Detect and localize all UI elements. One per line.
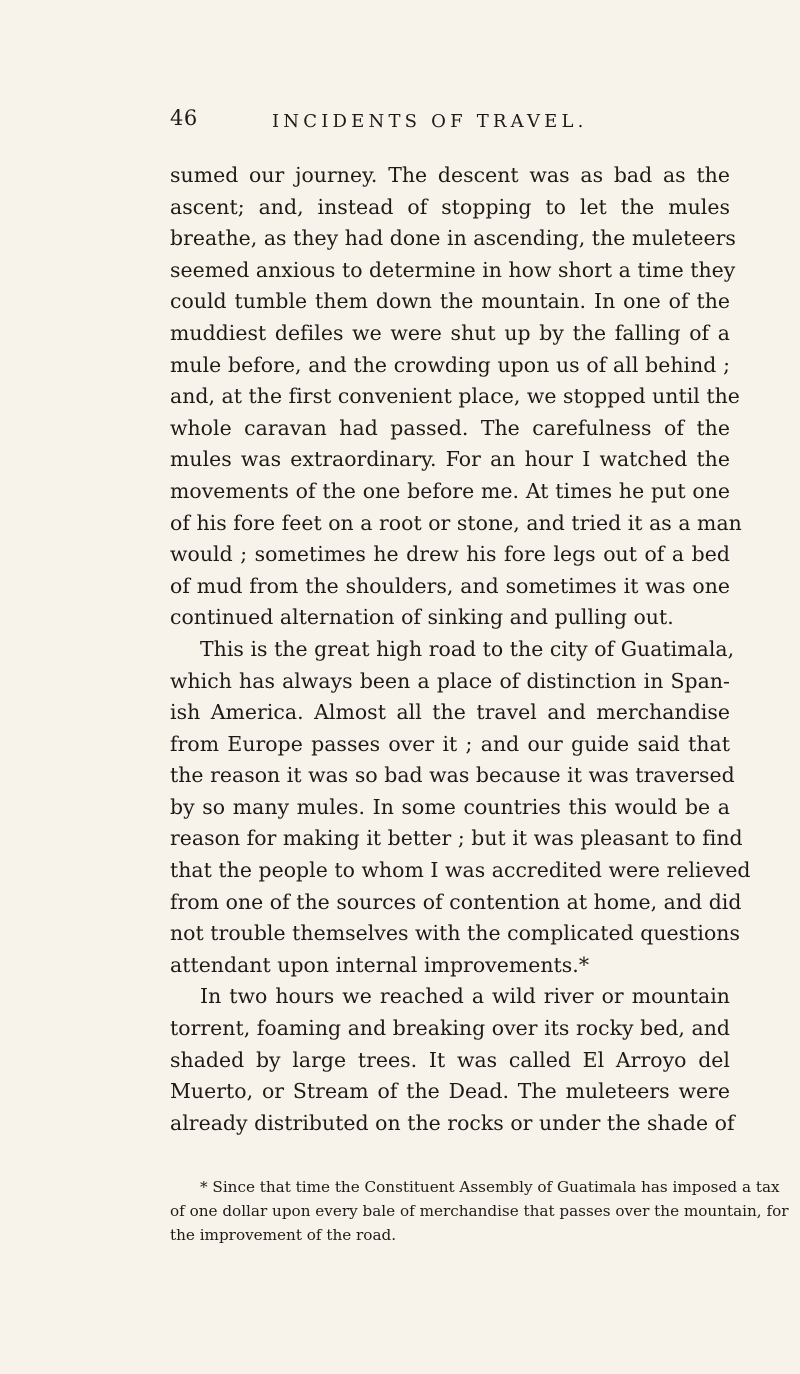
paragraph-start-line: This is the great high road to the city of Guatimala, <box>200 636 735 661</box>
text-line: not trouble themselves with the complicated questions <box>170 921 740 946</box>
text-line: torrent, foaming and breaking over its rocky bed, and <box>170 1016 730 1041</box>
footnote-line: of one dollar upon every bale of merchandise that passes over the mountain, for <box>170 1202 789 1220</box>
footnote <box>170 1175 789 1247</box>
text-line: sumed our journey. The descent was as bad as the <box>170 163 730 187</box>
text-line: mules was extraordinary. For an hour I watched the <box>170 447 730 472</box>
text-line: would ; sometimes he drew his fore legs out of a bed <box>170 542 730 567</box>
main-text <box>170 160 751 1139</box>
text-line: by so many mules. In some countries this would be a <box>170 794 730 819</box>
text-line: mule before, and the crowding upon us of all behind ; <box>170 352 730 377</box>
text-line: from Europe passes over it ; and our guide said that <box>170 731 730 756</box>
footnote-line: the improvement of the road. <box>170 1226 397 1244</box>
text-line: already distributed on the rocks or under the shade of <box>170 1110 735 1135</box>
text-line: attendant upon internal improvements.* <box>170 952 590 977</box>
footnote-separator <box>170 1168 730 1169</box>
text-line: that the people to whom I was accredited were relieved <box>170 858 751 883</box>
page-number: 46 <box>170 106 198 130</box>
page-header <box>0 108 800 144</box>
text-line: seemed anxious to determine in how short a time they <box>170 257 736 282</box>
paragraph-start-line: In two hours we reached a wild river or mountain <box>200 984 730 1009</box>
text-line: continued alternation of sinking and pulling out. <box>170 605 674 630</box>
text-line: ish America. Almost all the travel and merchandise <box>170 700 730 725</box>
text-line: whole caravan had passed. The carefulness of the <box>170 415 730 440</box>
running-head: INCIDENTS OF TRAVEL. <box>272 111 588 132</box>
text-line: could tumble them down the mountain. In one of the <box>170 289 730 314</box>
text-line: the reason it was so bad was because it was traversed <box>170 763 735 788</box>
text-line: breathe, as they had done in ascending, the muleteers <box>170 226 736 251</box>
text-line: reason for making it better ; but it was pleasant to find <box>170 826 743 851</box>
text-line: ascent; and, instead of stopping to let the mules <box>170 194 730 219</box>
text-line: Muerto, or Stream of the Dead. The muleteers were <box>170 1079 730 1104</box>
text-line: and, at the first convenient place, we stopped until the <box>170 384 740 409</box>
text-line: of his fore feet on a root or stone, and tried it as a man <box>170 510 742 535</box>
text-line: which has always been a place of distinction in Span- <box>170 668 730 693</box>
text-line: movements of the one before me. At times he put one <box>170 478 730 503</box>
text-line: shaded by large trees. It was called El Arroyo del <box>170 1047 730 1072</box>
text-line: muddiest defiles we were shut up by the falling of a <box>170 320 730 345</box>
footnote-line: * Since that time the Constituent Assembly of Guatimala has imposed a tax <box>200 1178 780 1196</box>
text-line: from one of the sources of contention at home, and did <box>170 889 742 914</box>
text-line: of mud from the shoulders, and sometimes it was one <box>170 573 730 598</box>
